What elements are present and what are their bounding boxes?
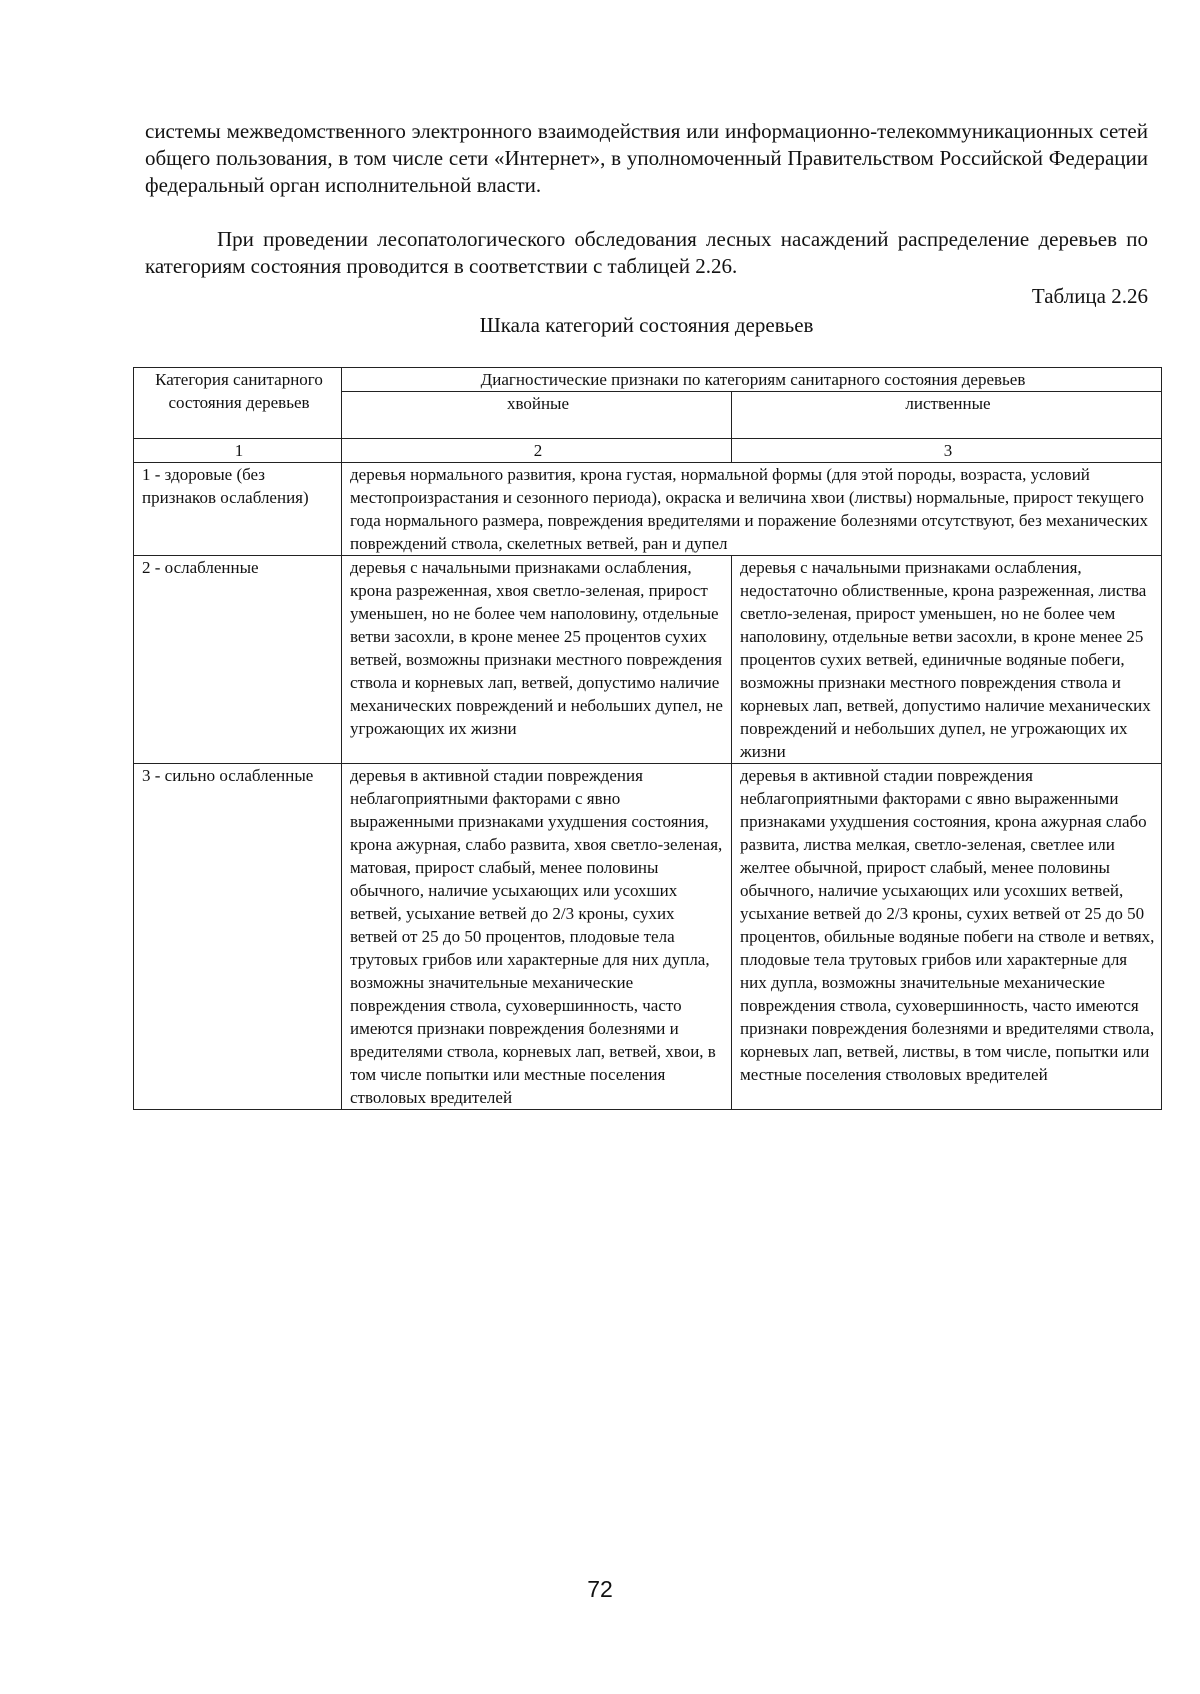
row-merged-description: деревья нормального развития, крона густая, нормальной формы (для этой породы, возраста, условий местопроизрастания и сезонного периода), окраска и величина хвои (листвы) нормальные, прирост текущего года нормального размера, повреждения вредителями и поражение болезнями отсутствуют, без механических повреждений ствола, скелетных ветвей, ран и дупел <box>342 463 1162 556</box>
column-number: 1 <box>134 439 342 463</box>
row-category: 1 - здоровые (без признаков ослабления) <box>134 463 342 556</box>
row-category: 3 - сильно ослабленные <box>134 764 342 1110</box>
table-caption: Таблица 2.26 <box>1031 284 1148 308</box>
header-coniferous: хвойные <box>342 392 732 439</box>
table-row <box>134 556 1162 764</box>
header-diagnostic: Диагностические признаки по категориям санитарного состояния деревьев <box>342 368 1162 392</box>
header-category: Категория санитарного состояния деревьев <box>134 368 342 439</box>
table-row <box>134 463 1162 556</box>
table-title: Шкала категорий состояния деревьев <box>479 313 814 337</box>
column-number: 2 <box>342 439 732 463</box>
page-number: 72 <box>587 1576 613 1602</box>
row-coniferous-description: деревья в активной стадии повреждения неблагоприятными факторами с явно выраженными признаками ухудшения состояния, крона ажурная, слабо развита, хвоя светло-зеленая, матовая, прирост слабый, менее половины обычного, наличие усыхающих или усохших ветвей, усыхание ветвей до 2/3 кроны, сухих ветвей от 25 до 50 процентов, плодовые тела трутовых грибов или характерные для них дупла, возможны значительные механические повреждения ствола, суховершинность, часто имеются признаки повреждения болезнями и вредителями ствола, корневых лап, ветвей, хвои, в том числе попытки или местные поселения стволовых вредителей <box>342 764 732 1110</box>
column-number: 3 <box>732 439 1162 463</box>
body-paragraph-1: системы межведомственного электронного взаимодействия или информационно-телекоммуникационных сетей общего пользования, в том числе сети «Интернет», в уполномоченный Правительством Российской Федерации федеральный орган исполнительной власти. <box>145 119 1148 197</box>
row-deciduous-description: деревья с начальными признаками ослабления, недостаточно облиственные, крона разреженная, листва светло-зеленая, прирост уменьшен, но не более чем наполовину, отдельные ветви засохли, в кроне менее 25 процентов сухих ветвей, единичные водяные побеги, возможны признаки местного повреждения ствола и корневых лап, ветвей, допустимо наличие механических повреждений и небольших дупел, не угрожающих их жизни <box>732 556 1162 764</box>
row-deciduous-description: деревья в активной стадии повреждения неблагоприятными факторами с явно выраженными признаками ухудшения состояния, крона ажурная слабо развита, листва мелкая, светло-зеленая, светлее или желтее обычной, прирост слабый, менее половины обычного, наличие усыхающих или усохших ветвей, усыхание ветвей до 2/3 кроны, сухих ветвей от 25 до 50 процентов, обильные водяные побеги на стволе и ветвях, плодовые тела трутовых грибов или характерные для них дупла, возможны значительные механические повреждения ствола, суховершинность, часто имеются признаки повреждения болезнями и вредителями ствола, корневых лап, ветвей, листвы, в том числе, попытки или местные поселения стволовых вредителей <box>732 764 1162 1110</box>
row-category: 2 - ослабленные <box>134 556 342 764</box>
table-header-row <box>134 368 1162 392</box>
table-row <box>134 764 1162 1110</box>
condition-categories-table <box>133 367 1162 1110</box>
body-paragraph-2: При проведении лесопатологического обследования лесных насаждений распределение деревьев по категориям состояния проводится в соответствии с таблицей 2.26. <box>145 227 1148 278</box>
column-number-row <box>134 439 1162 463</box>
header-deciduous: лиственные <box>732 392 1162 439</box>
row-coniferous-description: деревья с начальными признаками ослабления, крона разреженная, хвоя светло-зеленая, прирост уменьшен, но не более чем наполовину, отдельные ветви засохли, в кроне менее 25 процентов сухих ветвей, возможны признаки местного повреждения ствола и корневых лап, ветвей, допустимо наличие механических повреждений и небольших дупел, не угрожающих их жизни <box>342 556 732 764</box>
